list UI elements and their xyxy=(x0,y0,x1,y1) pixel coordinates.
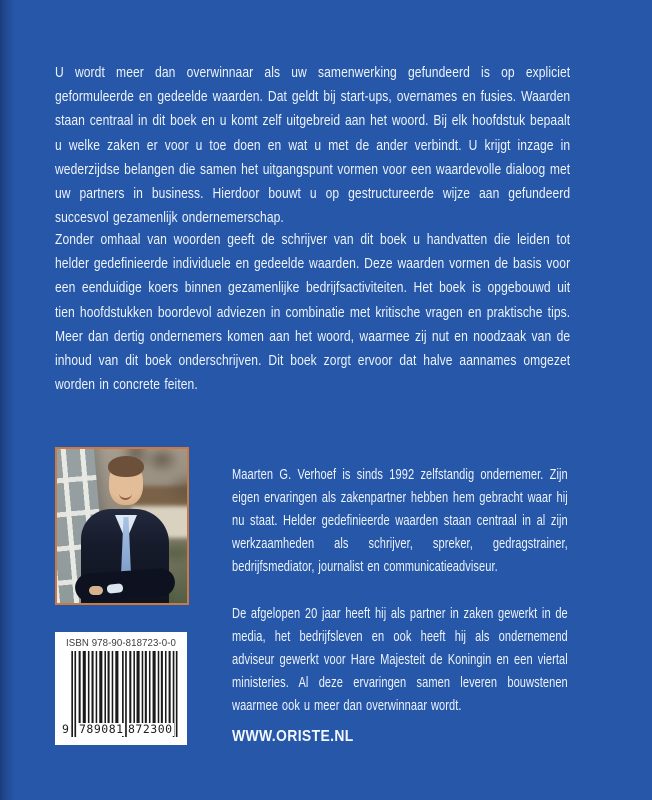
author-bio-paragraph: Maarten G. Verhoef is sinds 1992 zelfstandig ondernemer. Zijn eigen ervaringen als zakenpartner hebben hem gebracht waar hij nu staat. Helder gedefinieerde waarden staan centraal in al zijn werkzaamheden als schrijver, spreker, gedragstrainer, bedrijfsmediator, journalist en communicatieadviseur. xyxy=(232,466,568,575)
barcode-digit-group2: 872300 xyxy=(128,722,173,736)
spine-shadow xyxy=(0,0,16,800)
author-photo xyxy=(55,447,189,605)
barcode-digit-group1: 789081 xyxy=(79,722,124,736)
intro-paragraph: U wordt meer dan overwinnaar als uw samenwerking gefundeerd is op expliciet geformuleerde en gedeelde waarden. Dat geldt bij start-ups, overnames en fusies. Waarden staan centraal in dit boek en u komt zelf uitgebreid aan het woord. Bij elk hoofdstuk bepaalt u welke zaken er voor u toe doen en wat u met de ander verbindt. U krijgt inzage in wederzijdse belangen die samen het uitgangspunt vormen voor een waardevolle dialoog met uw partners in business. Hierdoor bouwt u op gestructureerde wijze aan gefundeerd succesvol gezamenlijk ondernemerschap. xyxy=(55,64,571,227)
website-url: WWW.ORISTE.NL xyxy=(232,728,354,745)
isbn-barcode-block xyxy=(55,632,187,745)
barcode-digit-first: 9 xyxy=(62,722,69,736)
author-career-paragraph: De afgelopen 20 jaar heeft hij als partner in zaken gewerkt in de media, het bedrijfsleven en ook heeft hij als ondernemend adviseur gewerkt voor Hare Majesteit de Koningin en een viertal ministeries. Al deze ervaringen samen leveren bouwstenen waarmee ook u meer dan overwinnaar wordt. xyxy=(232,605,568,714)
hand xyxy=(89,586,103,595)
barcode-bars xyxy=(61,651,181,737)
book-description-paragraph: Zonder omhaal van woorden geeft de schrijver van dit boek u handvatten die leiden tot helder gedefinieerde individuele en gedeelde waarden. Deze waarden vormen de basis voor een eenduidige koers binnen gezamenlijke bedrijfsactiviteiten. Het boek is opgebouwd uit tien hoofdstukken boordevol adviezen in combinatie met kritische vragen en praktische tips. Meer dan dertig ondernemers komen aan het woord, waarmee zij nut en noodzaak van de inhoud van dit boek onderschrijven. Dit boek zorgt ervoor dat halve aannames omgezet worden in concrete feiten. xyxy=(55,231,571,394)
author-portrait xyxy=(57,449,187,603)
isbn-label: ISBN 978-90-818723-0-0 xyxy=(66,637,176,649)
hair xyxy=(108,456,144,477)
